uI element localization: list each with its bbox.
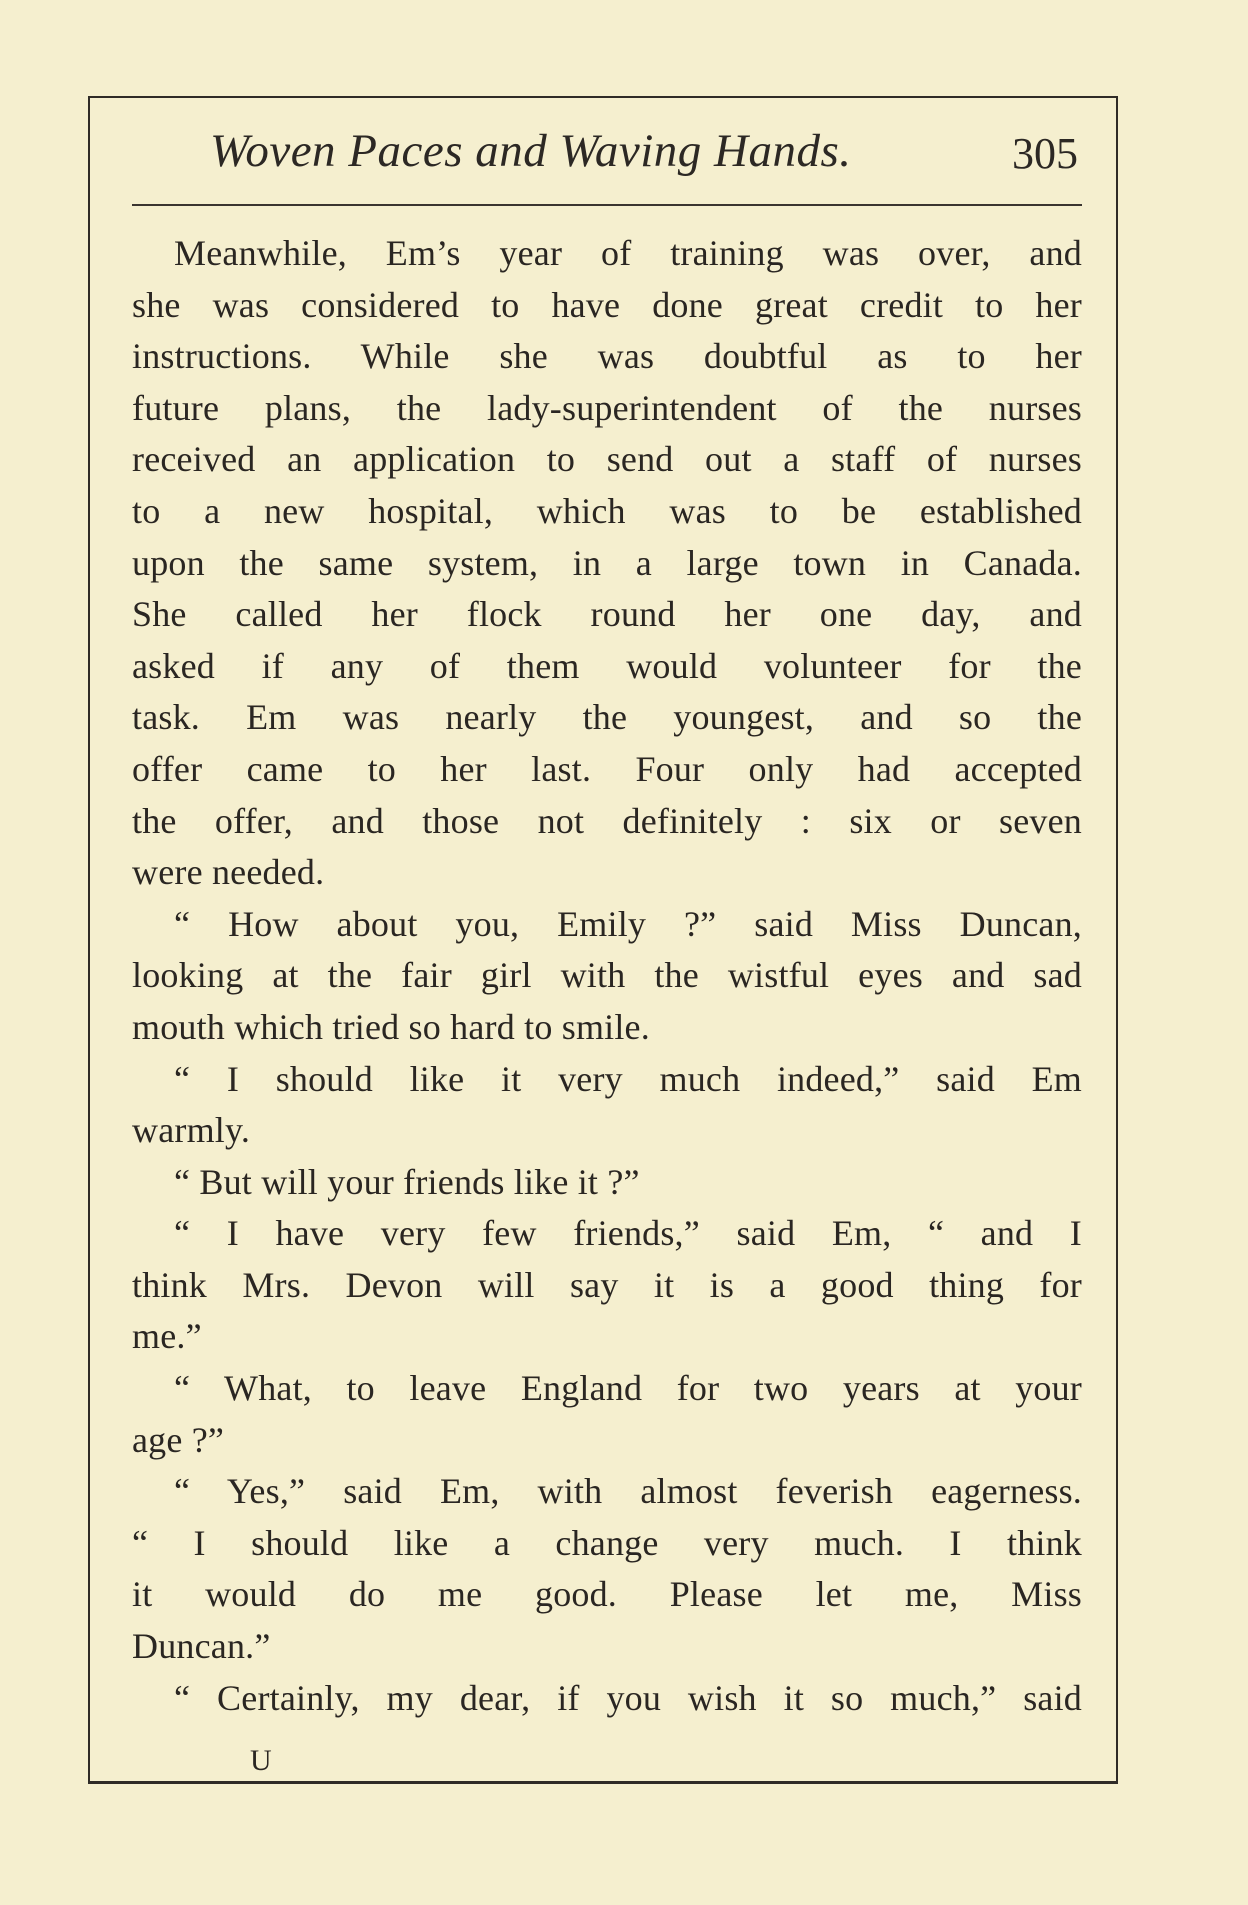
running-header [90, 124, 1116, 184]
text-line: warmly. [132, 1110, 251, 1151]
text-line: Duncan.” [132, 1626, 271, 1667]
text-line: Meanwhile, Em’s year of training was over, and [174, 233, 1082, 273]
text-line: received an application to send out a staff of nurses [132, 439, 1082, 480]
text-line: upon the same system, in a large town in Canada. [132, 542, 1082, 583]
text-line: age ?” [132, 1419, 225, 1460]
text-line: it would do me good. Please let me, Miss [132, 1574, 1082, 1615]
running-title: Woven Paces and Waving Hands. [210, 125, 852, 177]
text-line: asked if any of them would volunteer for the [132, 645, 1082, 686]
text-line: “ What, to leave England for two years at your [174, 1368, 1082, 1409]
text-line: “ I have very few friends,” said Em, “ and I [174, 1213, 1082, 1254]
text-line: the offer, and those not definitely : six or seven [132, 800, 1082, 841]
text-line: “ Certainly, my dear, if you wish it so much,” said [174, 1677, 1082, 1718]
text-line: “ I should like a change very much. I think [132, 1522, 1082, 1563]
text-line: offer came to her last. Four only had accepted [132, 748, 1082, 789]
text-line: “ I should like it very much indeed,” said Em [174, 1058, 1082, 1099]
text-line: me.” [132, 1316, 202, 1357]
signature-mark: U [250, 1744, 273, 1777]
body-text [132, 228, 1082, 1724]
text-line: mouth which tried so hard to smile. [132, 1006, 650, 1047]
page-frame [88, 96, 1118, 1784]
text-line: “ But will your friends like it ?” [174, 1161, 640, 1202]
page-number: 305 [1012, 129, 1078, 178]
text-line: future plans, the lady-superintendent of the nurses [132, 387, 1082, 428]
text-line: “ Yes,” said Em, with almost feverish eagerness. [174, 1471, 1082, 1512]
text-line: looking at the fair girl with the wistful eyes and sad [132, 955, 1082, 996]
text-line: instructions. While she was doubtful as to her [132, 336, 1082, 377]
text-line: she was considered to have done great credit to her [132, 284, 1082, 325]
text-line: to a new hospital, which was to be established [132, 490, 1082, 531]
text-line: think Mrs. Devon will say it is a good thing for [132, 1264, 1082, 1305]
text-line: task. Em was nearly the youngest, and so the [132, 697, 1082, 738]
text-line: were needed. [132, 852, 325, 893]
text-line: “ How about you, Emily ?” said Miss Duncan, [174, 903, 1082, 944]
text-line: She called her flock round her one day, and [132, 594, 1082, 635]
header-rule [132, 204, 1082, 206]
